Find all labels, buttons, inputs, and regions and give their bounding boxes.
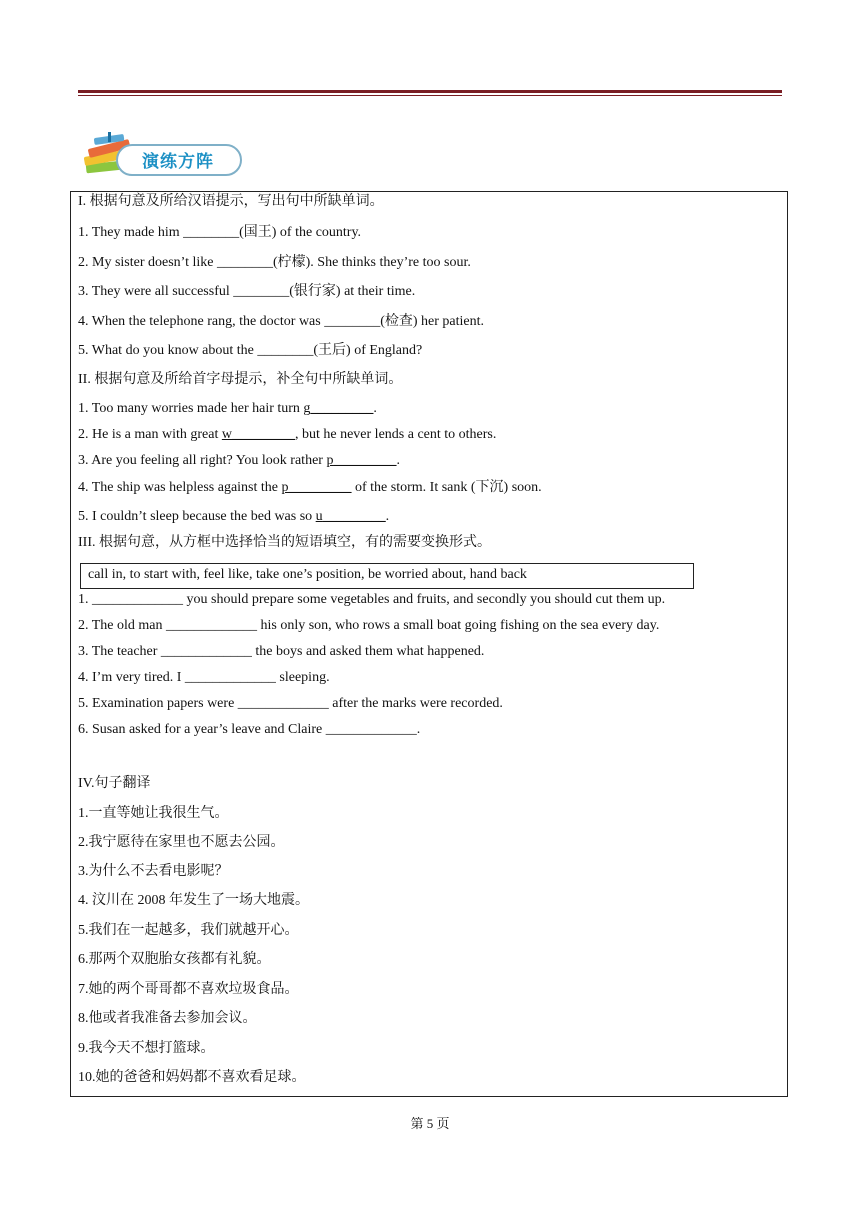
s2-item-5: 5. I couldn’t sleep because the bed was so u_________. <box>78 509 390 524</box>
section2-heading: II. 根据句意及所给首字母提示，补全句中所缺单词。 <box>78 372 403 387</box>
header-rule <box>78 90 782 93</box>
s4-item-1: 1.一直等她让我很生气。 <box>78 806 229 821</box>
s3-item-4: 4. I’m very tired. I _____________ sleeping. <box>78 670 330 685</box>
banner-title: 演练方阵 <box>142 152 214 172</box>
s1-item-5: 5. What do you know about the ________(王后) of England? <box>78 343 423 358</box>
s4-item-6: 6.那两个双胞胎女孩都有礼貌。 <box>78 952 271 967</box>
s4-item-5: 5.我们在一起越多，我们就越开心。 <box>78 923 299 938</box>
s4-item-3: 3.为什么不去看电影呢？ <box>78 864 229 879</box>
s4-item-9: 9.我今天不想打篮球。 <box>78 1041 215 1056</box>
s2-item-2: 2. He is a man with great w_________, but he never lends a cent to others. <box>78 427 497 442</box>
s4-item-10: 10.她的爸爸和妈妈都不喜欢看足球。 <box>78 1070 306 1085</box>
phrase-box <box>80 563 694 589</box>
phrase-list: call in, to start with, feel like, take one’s position, be worried about, hand back <box>88 567 527 582</box>
section3-heading: III. 根据句意，从方框中选择恰当的短语填空，有的需要变换形式。 <box>78 535 491 550</box>
s2-item-1: 1. Too many worries made her hair turn g_________. <box>78 401 377 416</box>
s1-item-4: 4. When the telephone rang, the doctor was ________(检查) her patient. <box>78 314 485 329</box>
s2-item-3: 3. Are you feeling all right? You look rather p_________. <box>78 453 400 468</box>
page-number: 第 5 页 <box>410 1116 450 1131</box>
section-banner <box>80 132 242 178</box>
s4-item-2: 2.我宁愿待在家里也不愿去公园。 <box>78 835 285 850</box>
s4-item-7: 7.她的两个哥哥都不喜欢垃圾食品。 <box>78 982 299 997</box>
s3-item-6: 6. Susan asked for a year’s leave and Claire _____________. <box>78 722 421 737</box>
s3-item-5: 5. Examination papers were _____________ after the marks were recorded. <box>78 696 503 711</box>
s1-item-3: 3. They were all successful ________(银行家) at their time. <box>78 284 416 299</box>
s1-item-1: 1. They made him ________(国王) of the country. <box>78 225 362 240</box>
section1-heading: I. 根据句意及所给汉语提示，写出句中所缺单词。 <box>78 194 384 209</box>
s4-item-4: 4. 汶川在 2008 年发生了一场大地震。 <box>78 893 309 908</box>
s3-item-3: 3. The teacher _____________ the boys and asked them what happened. <box>78 644 485 659</box>
s1-item-2: 2. My sister doesn’t like ________(柠檬). She thinks they’re too sour. <box>78 255 471 270</box>
s3-item-2: 2. The old man _____________ his only son, who rows a small boat going fishing on the sea every day. <box>78 618 660 633</box>
s3-item-1: 1. _____________ you should prepare some vegetables and fruits, and secondly you should cut them up. <box>78 592 666 607</box>
header-rule-thin <box>78 95 782 96</box>
s4-item-8: 8.他或者我准备去参加会议。 <box>78 1011 257 1026</box>
section4-heading: IV.句子翻译 <box>78 776 151 791</box>
s2-item-4: 4. The ship was helpless against the p_________ of the storm. It sank (下沉) soon. <box>78 480 542 495</box>
